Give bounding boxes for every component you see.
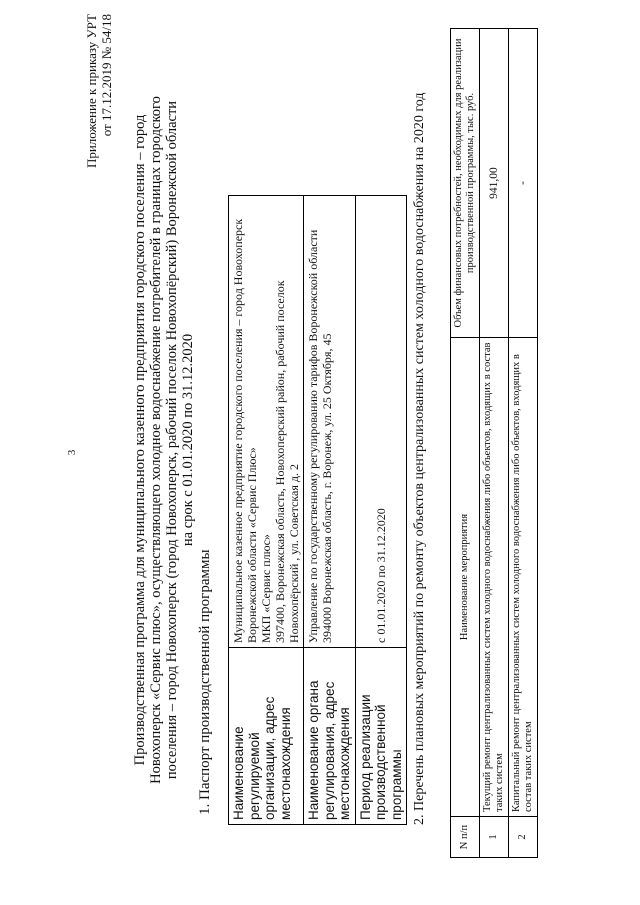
value-line: 394000 Воронежская область, г. Воронеж, ул. 25 Октября, 45 bbox=[320, 333, 334, 643]
row-number: 2 bbox=[509, 817, 538, 858]
page-number: 3 bbox=[66, 449, 78, 456]
row-amount: - bbox=[509, 29, 538, 338]
value-line: Воронежской области «Сервис Плюс» bbox=[245, 447, 259, 643]
section-2-heading: 2. Перечень плановых мероприятий по ремонту объектов централизованных систем холодного водоснабжения на 2020 год bbox=[412, 92, 427, 825]
value-line: Управление по государственному регулированию тарифов Воронежской области bbox=[306, 229, 320, 643]
table-row bbox=[480, 29, 509, 858]
passport-label: Наименование регулируемой организации, адрес местонахождения bbox=[229, 648, 304, 825]
title-line-4: на срок с 01.01.2020 по 31.12.2020 bbox=[180, 333, 196, 547]
passport-label: Наименование органа регулирования, адрес местонахождения bbox=[304, 648, 356, 825]
value-line: Новохопёрский , ул. Советская д. 2 bbox=[287, 464, 301, 643]
passport-label: Период реализации производственной программы bbox=[355, 648, 407, 825]
title-line-1: Производственная программа для муниципального казенного предприятия городского поселения – город bbox=[132, 114, 148, 766]
title-line-3: поселения – город Новохоперск (город Новохоперск, рабочий поселок Новохопёрский) Воронежской области bbox=[164, 100, 180, 780]
measures-table bbox=[450, 28, 538, 858]
row-amount: 941,00 bbox=[480, 29, 509, 338]
passport-value bbox=[355, 196, 407, 648]
column-header-name: Наименование мероприятия bbox=[451, 338, 480, 817]
appendix-line-2: от 17.12.2019 № 54/18 bbox=[99, 14, 114, 137]
value-line: с 01.01.2020 по 31.12.2020 bbox=[373, 508, 388, 643]
table-row bbox=[509, 29, 538, 858]
table-row bbox=[229, 196, 304, 825]
column-header-number: N п/п bbox=[451, 817, 480, 858]
table-row bbox=[355, 196, 407, 825]
value-line: Муниципальное казенное предприятие городского поселения – город Новохоперск bbox=[231, 218, 245, 643]
row-measure-name: Текущий ремонт централизованных систем холодного водоснабжения либо объектов, входящих в состав таких систем bbox=[480, 338, 509, 817]
value-line: МКП «Сервис плюс» bbox=[259, 534, 273, 643]
column-header-amount: Объем финансовых потребностей, необходимых для реализации производственной программы, тыс. руб. bbox=[451, 29, 480, 338]
row-number: 1 bbox=[480, 817, 509, 858]
document-title bbox=[132, 95, 196, 785]
passport-value bbox=[229, 196, 304, 648]
section-1-heading: 1. Паспорт производственной программы bbox=[197, 549, 213, 815]
passport-table bbox=[228, 195, 407, 825]
value-line: 397400, Воронежская область, Новохоперский район, рабочий поселок bbox=[273, 280, 287, 643]
title-line-2: Новохоперск «Сервис плюс», осуществляющего холодное водоснабжение потребителей в границах городского bbox=[148, 96, 164, 784]
table-header-row bbox=[451, 29, 480, 858]
appendix-note bbox=[84, 14, 114, 214]
appendix-line-1: Приложение к приказу УРТ bbox=[84, 14, 99, 169]
passport-value bbox=[304, 196, 356, 648]
row-measure-name: Капитальный ремонт централизованных систем холодного водоснабжения либо объектов, входящих в состав таких систем bbox=[509, 338, 538, 817]
table-row bbox=[304, 196, 356, 825]
